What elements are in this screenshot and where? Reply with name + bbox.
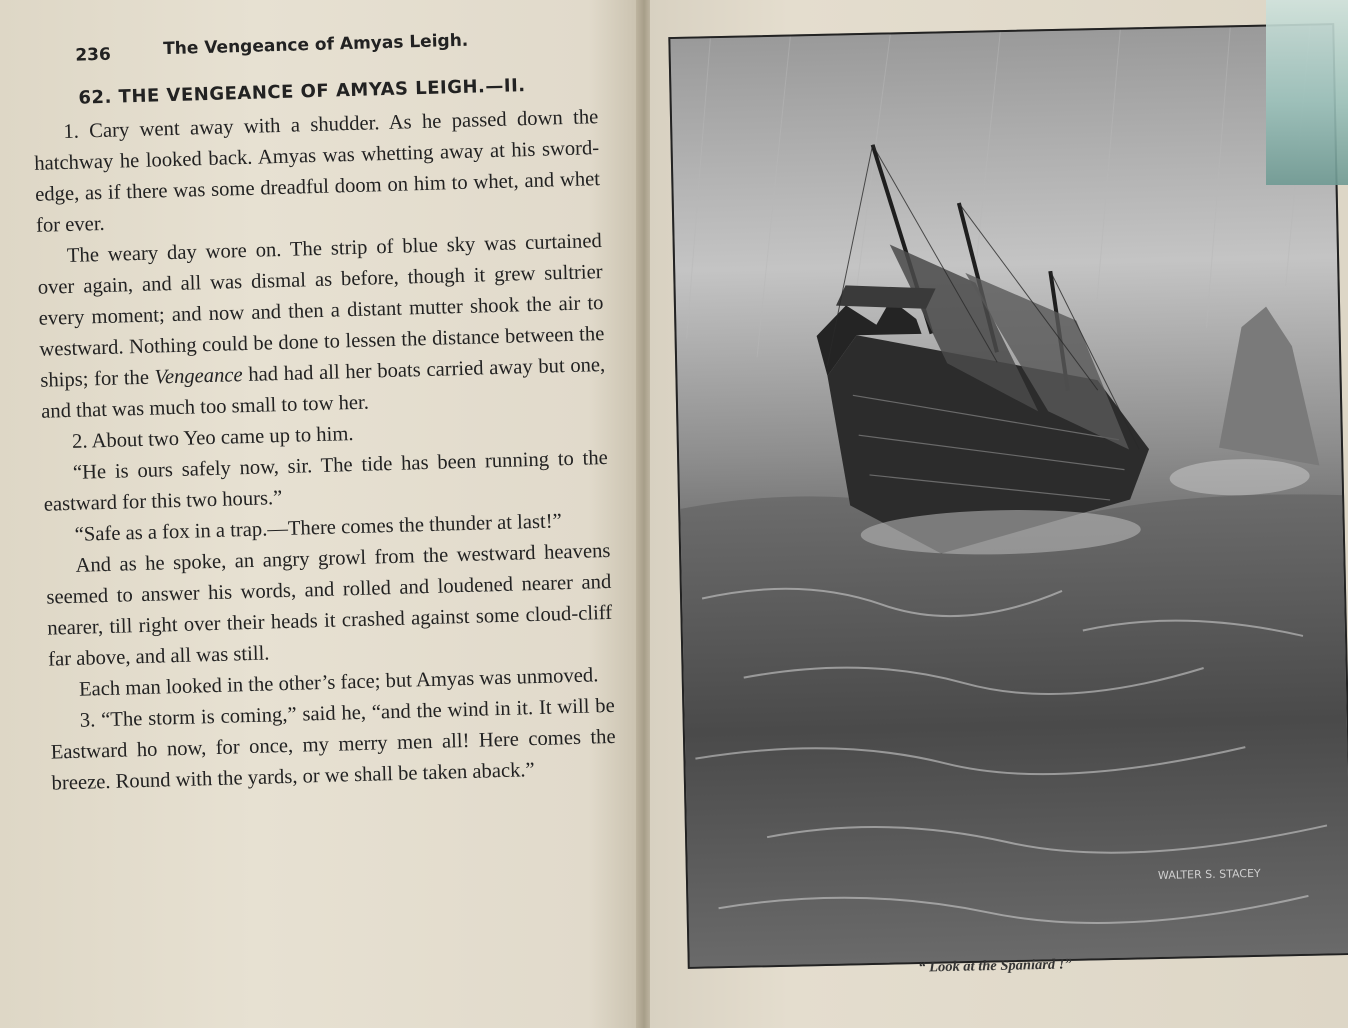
- illustration-caption: “ Look at the Spaniard !”: [918, 956, 1072, 976]
- paragraph-7: Each man looked in the other’s face; but Amyas was unmoved.: [78, 664, 599, 701]
- paragraph-2-text-b: had had all her boats carried away but one, and that was much too small to tow her.: [40, 353, 606, 423]
- ship-in-storm-illustration: [670, 25, 1348, 967]
- page-number: 236: [75, 44, 112, 66]
- chapter-title: 62. THE VENGEANCE OF AMYAS LEIGH.—II.: [78, 75, 526, 109]
- artist-signature: WALTER S. STACEY: [1157, 866, 1261, 883]
- left-page: [0, 0, 640, 1028]
- sea-waves: [680, 485, 1348, 967]
- paragraph-5: “Safe as a fox in a trap.—There comes the thunder at last!”: [74, 510, 563, 546]
- running-head-title: The Vengeance of Amyas Leigh.: [162, 30, 469, 60]
- ship-name-vengeance: Vengeance: [154, 364, 243, 389]
- running-head: [30, 0, 596, 67]
- paragraph-1: 1. Cary went away with a shudder. As he passed down the hatchway he looked back. Amyas was whetting away at his sword-edge, as if there was some dreadful doom on him to whet, and whet for ever.: [34, 106, 601, 237]
- paragraph-2: [37, 226, 607, 428]
- paragraph-4: “He is ours safely now, sir. The tide has been running to the eastward for this two hours.”: [43, 446, 609, 516]
- paragraph-8: 3. “The storm is coming,” said he, “and the wind in it. It will be Eastward ho now, for once, my merry men all! Here comes the breeze. Round with the yards, or we shall be taken aback.”: [50, 694, 616, 795]
- paragraph-2-text-a: The weary day wore on. The strip of blue sky was curtained over again, and all was dismal as before, though it grew sultrier every moment; and now and then a distant mutter shook the air to westward. Nothing could be done to lessen the distance between the ships; for the: [37, 230, 605, 392]
- text-block: [30, 0, 617, 800]
- illustration-plate: [668, 23, 1348, 969]
- paragraph-6: And as he spoke, an angry growl from the westward heavens seemed to answer his words, and rolled and loudened nearer and nearer, till right over their heads it crashed against some cloud-cliff far above, and all was still.: [46, 539, 613, 671]
- glass-weight-right: [1266, 0, 1348, 185]
- paragraph-3: 2. About two Yeo came up to him.: [71, 423, 354, 453]
